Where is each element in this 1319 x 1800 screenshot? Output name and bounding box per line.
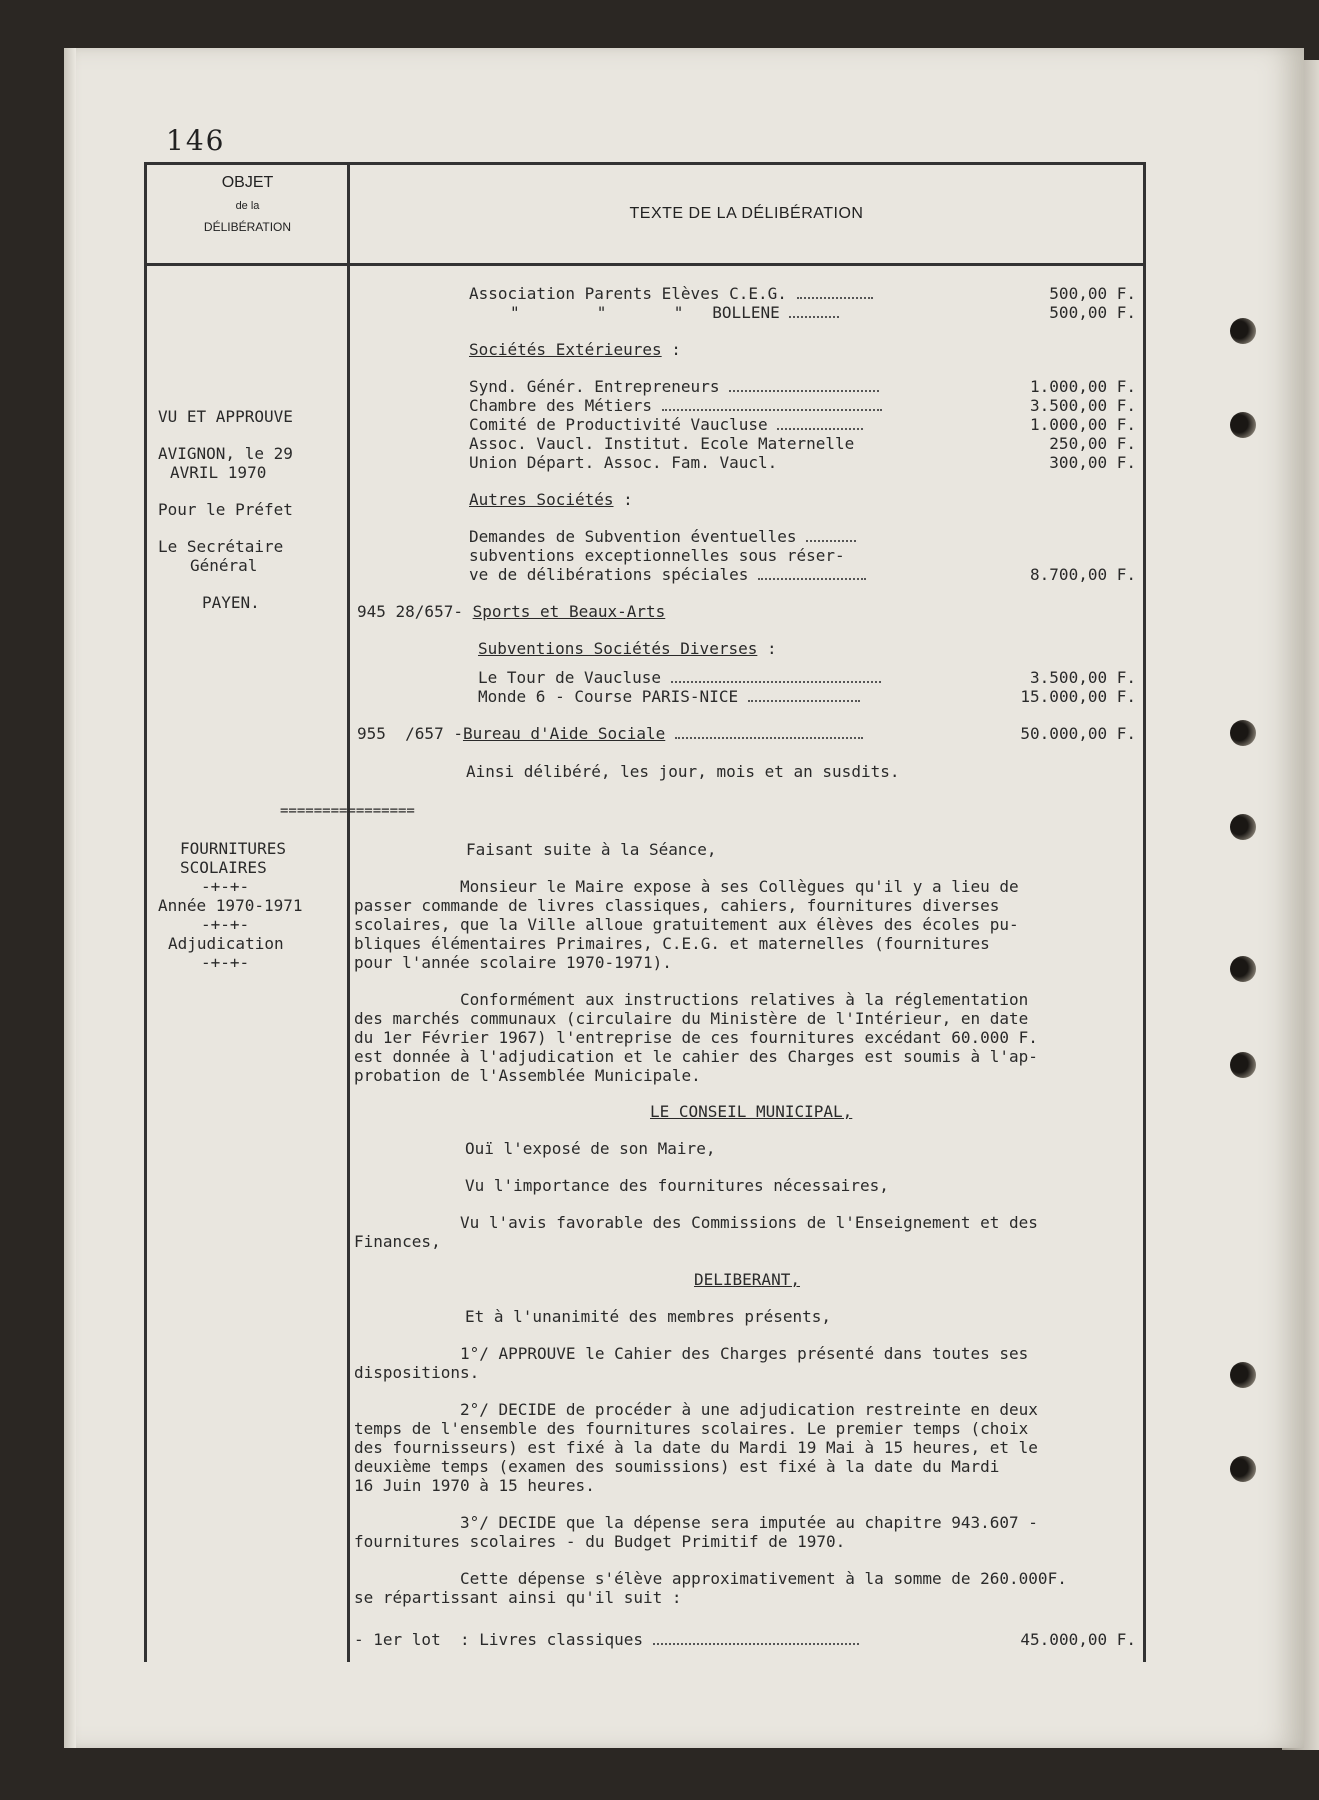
header-divider [144,263,1146,266]
leader-dots [662,399,882,411]
leader-dots [797,287,873,299]
leader-dots [729,380,879,392]
paragraph-line: Monsieur le Maire expose à ses Collègues qu'il y a lieu de [354,877,1019,896]
societes-ext-colon: : [661,340,681,359]
demandes-line2: subventions exceptionnelles sous réser- [469,546,845,565]
paragraph-line: dispositions. [354,1363,480,1382]
list-item [469,377,879,396]
vu-avis-line2: Finances, [354,1232,441,1251]
paragraph-line: 3°/ DECIDE que la dépense sera imputée au chapitre 943.607 - [354,1513,1038,1532]
list-item [469,415,863,434]
subv-diverses-heading [478,639,777,658]
paragraph-line: Cette dépense s'élève approximativement à la somme de 260.000F. [354,1569,1067,1588]
paragraph-line: fournitures scolaires - du Budget Primitif de 1970. [354,1532,846,1551]
chapter-955-code: 955 /657 - [357,724,463,743]
leader-dots [777,418,863,430]
binder-hole [1230,1362,1256,1388]
conseil-municipal-heading: LE CONSEIL MUNICIPAL, [650,1102,853,1121]
column-divider [347,162,350,1662]
paragraph-line: est donnée à l'adjudication et le cahier des Charges est soumis à l'ap- [354,1047,1038,1066]
ditto-line [510,303,839,322]
binder-hole [1230,956,1256,982]
object2-line1: FOURNITURES [180,839,286,858]
ext-item-label: Synd. Génér. Entrepreneurs [469,377,720,396]
paragraph-line: se répartissant ainsi qu'il suit : [354,1588,682,1607]
tour-amount: 3.500,00 F. [1030,668,1136,687]
subv-diverses-title: Subventions Sociétés Diverses [478,639,758,658]
paragraph-line: 2°/ DECIDE de procéder à une adjudication restreinte en deux [354,1400,1038,1419]
tour-label: Le Tour de Vaucluse [478,668,662,687]
list-item: Union Départ. Assoc. Fam. Vaucl. [469,453,778,472]
subv-colon: : [757,639,777,658]
assoc-parents-line [469,284,873,303]
sports-title: Sports et Beaux-Arts [472,602,666,621]
chapter-945-line [357,602,665,621]
paragraph-line: Conformément aux instructions relatives à la réglementation [354,990,1029,1009]
bureau-amount: 50.000,00 F. [1020,724,1136,743]
tour-line [478,668,881,687]
approval-secretaire-1: Le Secrétaire [158,537,284,556]
leader-dots [675,727,863,739]
leader-dots [671,671,881,683]
demandes-amount: 8.700,00 F. [1030,565,1136,584]
unanimite: Et à l'unanimité des membres présents, [465,1307,832,1326]
oui-expose: Ouï l'exposé de son Maire, [465,1139,716,1158]
chapter-955-line [357,724,863,743]
ext-item-amount: 3.500,00 F. [1030,396,1136,415]
lot1-line [354,1630,859,1649]
page-number: 146 [166,124,226,157]
approval-pour: Pour le Préfet [158,500,293,519]
societes-ext-title: Sociétés Extérieures [469,340,662,359]
binder-hole [1230,814,1256,840]
ditto-label: " " " BOLLENE [510,303,780,322]
monde-amount: 15.000,00 F. [1020,687,1136,706]
paragraph-line: probation de l'Assemblée Municipale. [354,1066,701,1085]
demandes-text-1: Demandes de Subvention éventuelles [469,527,797,546]
paragraph-line: passer commande de livres classiques, cahiers, fournitures diverses [354,896,1000,915]
paragraph-line: des marchés communaux (circulaire du Ministère de l'Intérieur, en date [354,1009,1029,1028]
ext-item-amount: 250,00 F. [1049,434,1136,453]
ditto-amount: 500,00 F. [1049,303,1136,322]
societes-ext-heading [469,340,681,359]
paragraph-line: 1°/ APPROUVE le Cahier des Charges présenté dans toutes ses [354,1344,1029,1363]
bureau-title: Bureau d'Aide Sociale [462,724,666,743]
chapter-945-code: 945 28/657- [357,602,463,621]
approval-secretaire-2: Général [190,556,258,575]
binder-hole [1230,1456,1256,1482]
header-objet-line1: OBJET [221,174,274,191]
lot1-label: - 1er lot : Livres classiques [354,1630,643,1649]
object2-line2: SCOLAIRES [180,858,267,877]
lot1-amount: 45.000,00 F. [1020,1630,1136,1649]
page-gutter [64,48,76,1748]
ainsi-delibere: Ainsi délibéré, les jour, mois et an susdits. [466,762,900,781]
leader-dots [758,568,866,580]
paragraph-line: deuxième temps (examen des soumissions) est fixé à la date du Mardi [354,1457,1000,1476]
ext-item-label: Chambre des Métiers [469,396,653,415]
vu-avis-line1: Vu l'avis favorable des Commissions de l'Enseignement et des [354,1213,1038,1232]
object2-sep2: -+-+- [201,915,250,934]
leader-dots [653,1633,859,1645]
approval-place-date-1: AVIGNON, le 29 [158,444,293,463]
table-border-right [1143,162,1146,1662]
header-texte: TEXTE DE LA DÉLIBÉRATION [629,205,864,222]
table-border-left [144,162,147,1662]
binder-hole [1230,720,1256,746]
assoc-parents-label: Association Parents Elèves C.E.G. [469,284,787,303]
monde-label: Monde 6 - Course PARIS-NICE [478,687,739,706]
faisant-suite: Faisant suite à la Séance, [466,840,717,859]
binder-hole [1230,318,1256,344]
approval-signature: PAYEN. [202,593,260,612]
demandes-line1 [469,527,856,546]
paragraph-line: 16 Juin 1970 à 15 heures. [354,1476,595,1495]
autres-societes-title: Autres Sociétés [469,490,614,509]
ext-item-amount: 300,00 F. [1049,453,1136,472]
demandes-text-3: ve de délibérations spéciales [469,565,749,584]
demandes-line3 [469,565,866,584]
approval-place-date-2: AVRIL 1970 [170,463,267,482]
ext-item-amount: 1.000,00 F. [1030,377,1136,396]
leader-dots [789,306,839,318]
header-objet [150,174,345,234]
header-objet-line3: DÉLIBÉRATION [203,220,292,234]
autres-colon: : [613,490,633,509]
deliberant-heading: DELIBERANT, [694,1270,800,1289]
object2-sep1: -+-+- [201,877,250,896]
binder-hole [1230,1052,1256,1078]
header-objet-line2: de la [235,200,260,212]
ext-item-label: Comité de Productivité Vaucluse [469,415,768,434]
assoc-parents-amount: 500,00 F. [1049,284,1136,303]
paragraph-line: temps de l'ensemble des fournitures scolaires. Le premier temps (choix [354,1419,1029,1438]
section-separator: ================ [280,803,415,819]
table-border-top [144,162,1146,165]
binder-hole [1230,412,1256,438]
ext-item-amount: 1.000,00 F. [1030,415,1136,434]
monde-line [478,687,860,706]
list-item [469,396,882,415]
object2-line4: Adjudication [168,934,284,953]
paragraph-line: bliques élémentaires Primaires, C.E.G. et maternelles (fournitures [354,934,990,953]
paragraph-line: du 1er Février 1967) l'entreprise de ces fournitures excédant 60.000 F. [354,1028,1038,1047]
paragraph-line: des fournisseurs) est fixé à la date du Mardi 19 Mai à 15 heures, et le [354,1438,1038,1457]
paragraph-line: pour l'année scolaire 1970-1971). [354,953,672,972]
leader-dots [748,690,860,702]
list-item: Assoc. Vaucl. Institut. Ecole Maternelle [469,434,855,453]
leader-dots [806,530,856,542]
object2-sep3: -+-+- [201,953,250,972]
autres-societes-heading [469,490,633,509]
approval-vu: VU ET APPROUVE [158,407,293,426]
object2-line3: Année 1970-1971 [158,896,303,915]
vu-importance: Vu l'importance des fournitures nécessaires, [465,1176,889,1195]
paragraph-line: scolaires, que la Ville alloue gratuitement aux élèves des écoles pu- [354,915,1019,934]
